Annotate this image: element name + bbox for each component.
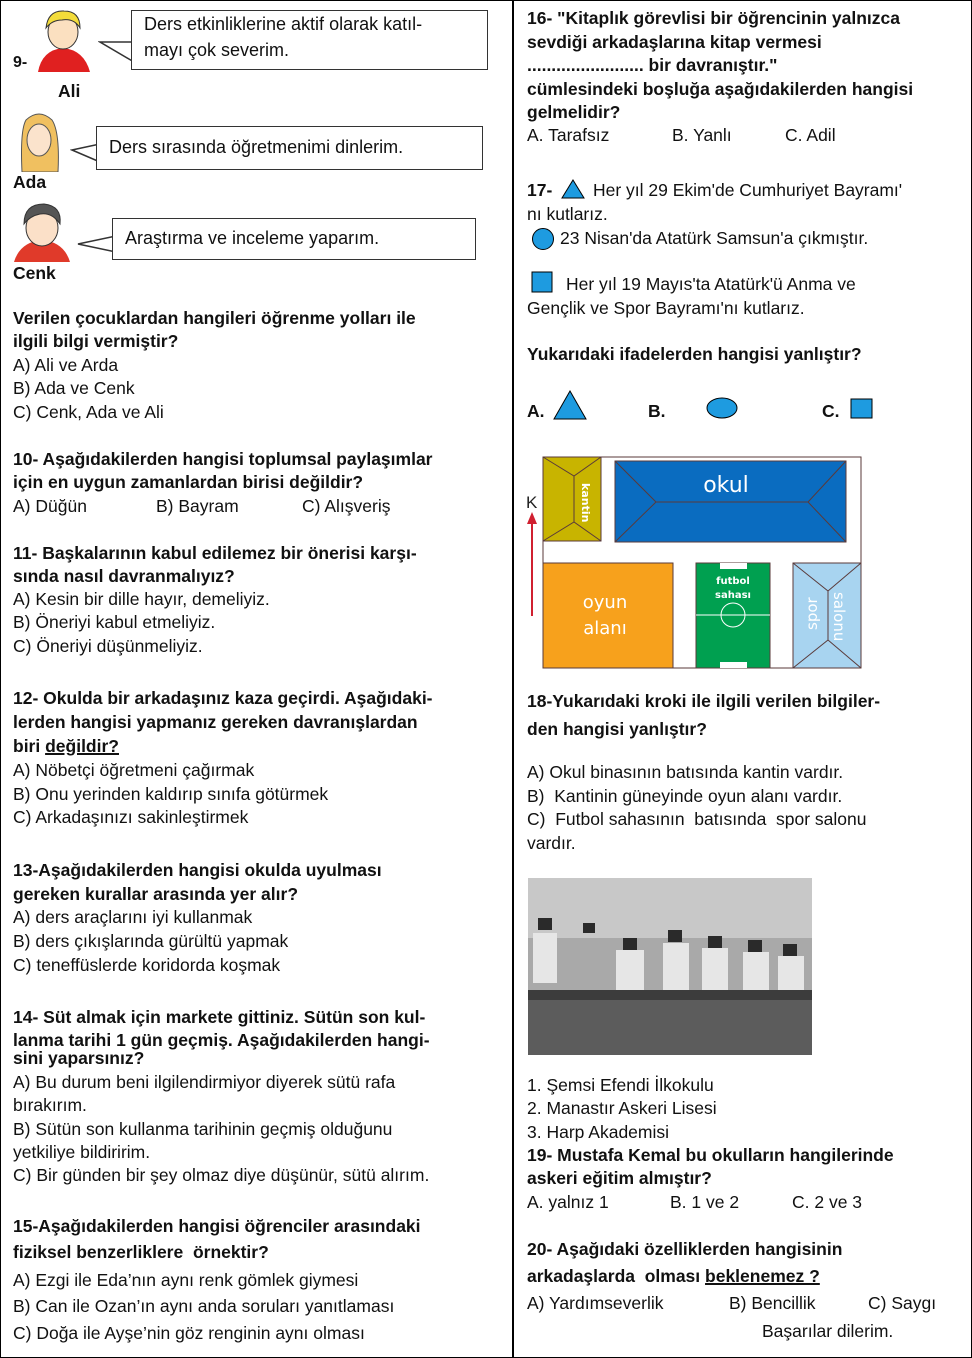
option-c[interactable]: C. Adil [785, 125, 836, 145]
question-text: 15-Aşağıdakilerden hangisi öğrenciler arasındaki [13, 1216, 421, 1236]
question-text: sında nasıl davranmalıyız? [13, 566, 235, 586]
spor-label: spor [803, 597, 821, 630]
option-b-circle-icon[interactable] [705, 396, 739, 420]
oyun-label: oyun [582, 592, 628, 613]
option-c[interactable]: C) Alışveriş [302, 496, 391, 516]
option-b[interactable]: B) ders çıkışlarında gürültü yapmak [13, 931, 289, 951]
speech-tail [76, 232, 116, 256]
statement-square: Her yıl 19 Mayıs'ta Atatürk'ü Anma ve [566, 274, 856, 294]
question-text: 10- Aşağıdakilerden hangisi toplumsal paylaşımlar [13, 449, 433, 469]
option-b[interactable]: B) Öneriyi kabul etmeliyiz. [13, 612, 216, 632]
triangle-icon [561, 179, 585, 199]
speech-tail [98, 38, 134, 64]
option-a[interactable]: A. Tarafsız [527, 125, 610, 145]
question-text: 19- Mustafa Kemal bu okulların hangilerinde [527, 1145, 894, 1165]
option-c[interactable]: C) Doğa ile Ayşe’nin göz renginin aynı olması [13, 1323, 365, 1343]
underlined-keyword: değildir? [45, 736, 119, 756]
school-list-item: 2. Manastır Askeri Lisesi [527, 1098, 717, 1118]
question-text: için en uygun zamanlardan birisi değildir? [13, 472, 364, 492]
futbol-sahasi [696, 563, 770, 668]
option-a-triangle-icon[interactable] [553, 390, 587, 420]
option-b[interactable]: B. [648, 401, 666, 421]
question-text: 12- Okulda bir arkadaşınız kaza geçirdi. Aşağıdaki- [13, 688, 433, 708]
option-a[interactable]: A) ders araçlarını iyi kullanmak [13, 907, 253, 927]
question-text: ........................ bir davranıştır." [527, 55, 778, 75]
question-number: 9- [13, 54, 28, 71]
square-icon [531, 271, 553, 293]
ali-avatar [34, 6, 92, 72]
question-text: biri [13, 736, 46, 756]
question-text: den hangisi yanlıştır? [527, 719, 707, 739]
question-number: 17- [527, 180, 553, 200]
north-arrow [527, 512, 537, 616]
option-c[interactable]: C) Arkadaşınızı sakinleştirmek [13, 807, 249, 827]
option-c[interactable]: C) Cenk, Ada ve Ali [13, 402, 164, 422]
option-a[interactable]: A. [527, 401, 545, 421]
sahasi-label: sahası [715, 590, 751, 601]
question-text: cümlesindeki boşluğa aşağıdakilerden hangisi [527, 79, 914, 99]
option-b[interactable]: B. Yanlı [672, 125, 732, 145]
option-c[interactable]: C. 2 ve 3 [792, 1192, 863, 1212]
option-a[interactable]: A) Yardımseverlik [527, 1293, 664, 1313]
option-c[interactable]: C) Bir günden bir şey olmaz diye düşünür, sütü alırım. [13, 1165, 430, 1185]
question-text: Verilen çocuklardan hangileri öğrenme yolları ile [13, 308, 416, 328]
statement-square-cont: Gençlik ve Spor Bayramı'nı kutlarız. [527, 298, 805, 318]
option-a[interactable]: A) Bu durum beni ilgilendirmiyor diyerek sütü rafa [13, 1072, 396, 1092]
north-label: K [526, 493, 538, 512]
alani-label: alanı [583, 618, 627, 639]
option-c-square-icon[interactable] [850, 398, 874, 420]
speech-line: mayı çok severim. [144, 40, 290, 60]
closing-message: Başarılar dilerim. [762, 1321, 894, 1341]
question-text: 11- Başkalarının kabul edilemez bir önerisi karşı- [13, 543, 417, 563]
kantin-label: kantin [579, 483, 592, 523]
question-text: sevdiği arkadaşlarına kitap vermesi [527, 32, 822, 52]
question-text: sini yaparsınız? [13, 1048, 145, 1068]
statement-triangle: Her yıl 29 Ekim'de Cumhuriyet Bayramı' [593, 180, 903, 200]
okul-label: okul [703, 473, 749, 498]
underlined-keyword: beklenemez ? [705, 1266, 820, 1286]
option-a[interactable]: A) Nöbetçi öğretmeni çağırmak [13, 760, 255, 780]
futbol-label: futbol [716, 576, 750, 587]
question-text: ilgili bilgi vermiştir? [13, 331, 179, 351]
question-text: askeri eğitim almıştır? [527, 1168, 712, 1188]
question-text: gereken kurallar arasında yer alır? [13, 884, 299, 904]
spor-salonu [793, 563, 861, 668]
question-text: 18-Yukarıdaki kroki ile ilgili verilen bilgiler- [527, 691, 881, 711]
question-text: 13-Aşağıdakilerden hangisi okulda uyulması [13, 860, 382, 880]
speech-line: Ders etkinliklerine aktif olarak katıl- [144, 14, 423, 34]
column-divider [512, 0, 514, 1358]
kantin-building [543, 457, 601, 541]
option-c-cont[interactable]: vardır. [527, 833, 576, 853]
question-text: 16- "Kitaplık görevlisi bir öğrencinin yalnızca [527, 8, 900, 28]
speech-line: Araştırma ve inceleme yaparım. [125, 228, 380, 248]
option-b[interactable]: B) Bayram [156, 496, 239, 516]
speech-bubble-ada [96, 126, 483, 170]
cenk-avatar [14, 200, 70, 262]
question-text: fiziksel benzerliklere örnektir? [13, 1242, 269, 1262]
school-map [520, 450, 870, 670]
question-text: gelmelidir? [527, 102, 621, 122]
oyun-alani [543, 563, 673, 668]
speech-bubble-ali [131, 10, 488, 70]
statement-circle: 23 Nisan'da Atatürk Samsun'a çıkmıştır. [560, 228, 869, 248]
question-text: 14- Süt almak için markete gittiniz. Sütün son kul- [13, 1007, 426, 1027]
statement-triangle-cont: nı kutlarız. [527, 204, 608, 224]
option-a-cont[interactable]: bırakırım. [13, 1095, 87, 1115]
question-text: lerden hangisi yapmanız gereken davranışlardan [13, 712, 418, 732]
option-a[interactable]: A) Düğün [13, 496, 87, 516]
option-b[interactable]: B) Ada ve Cenk [13, 378, 135, 398]
circle-icon [531, 227, 555, 251]
question-text: 20- Aşağıdaki özelliklerden hangisinin [527, 1239, 843, 1259]
question-text: arkadaşlarda olması [527, 1266, 706, 1286]
question-text: lanma tarihi 1 gün geçmiş. Aşağıdakilerden hangi- [13, 1030, 430, 1050]
salonu-label: salonu [830, 592, 848, 642]
option-c[interactable]: C) Saygı [868, 1293, 937, 1313]
school-list-item: 3. Harp Akademisi [527, 1122, 670, 1142]
question-text: Yukarıdaki ifadelerden hangisi yanlıştır? [527, 344, 862, 364]
option-b[interactable]: B) Onu yerinden kaldırıp sınıfa götürmek [13, 784, 329, 804]
option-c[interactable]: C) Öneriyi düşünmeliyiz. [13, 636, 203, 656]
option-b[interactable]: B) Kantinin güneyinde oyun alanı vardır. [527, 786, 843, 806]
okul-building [615, 461, 846, 542]
school-list-item: 1. Şemsi Efendi İlkokulu [527, 1075, 714, 1095]
option-a[interactable]: A. yalnız 1 [527, 1192, 609, 1212]
option-b-cont[interactable]: yetkiliye bildiririm. [13, 1142, 151, 1162]
option-b[interactable]: B) Bencillik [729, 1293, 816, 1313]
ada-avatar [16, 110, 62, 172]
historical-classroom-photo [528, 878, 812, 1055]
child-name-cenk: Cenk [13, 263, 56, 283]
option-b[interactable]: B. 1 ve 2 [670, 1192, 740, 1212]
option-c[interactable]: C) teneffüslerde koridorda koşmak [13, 955, 281, 975]
option-a[interactable]: A) Okul binasının batısında kantin vardır. [527, 762, 844, 782]
child-name-ada: Ada [13, 172, 47, 192]
option-b[interactable]: B) Sütün son kullanma tarihinin geçmiş olduğunu [13, 1119, 393, 1139]
speech-bubble-cenk [112, 218, 476, 260]
option-b[interactable]: B) Can ile Ozan’ın aynı anda soruları yanıtlaması [13, 1296, 395, 1316]
option-c[interactable]: C) Futbol sahasının batısında spor salonu [527, 809, 867, 829]
option-a[interactable]: A) Ali ve Arda [13, 355, 119, 375]
option-c[interactable]: C. [822, 401, 840, 421]
option-a[interactable]: A) Kesin bir dille hayır, demeliyiz. [13, 589, 270, 609]
option-a[interactable]: A) Ezgi ile Eda’nın aynı renk gömlek giymesi [13, 1270, 359, 1290]
child-name-ali: Ali [58, 81, 81, 101]
speech-line: Ders sırasında öğretmenimi dinlerim. [109, 137, 404, 157]
